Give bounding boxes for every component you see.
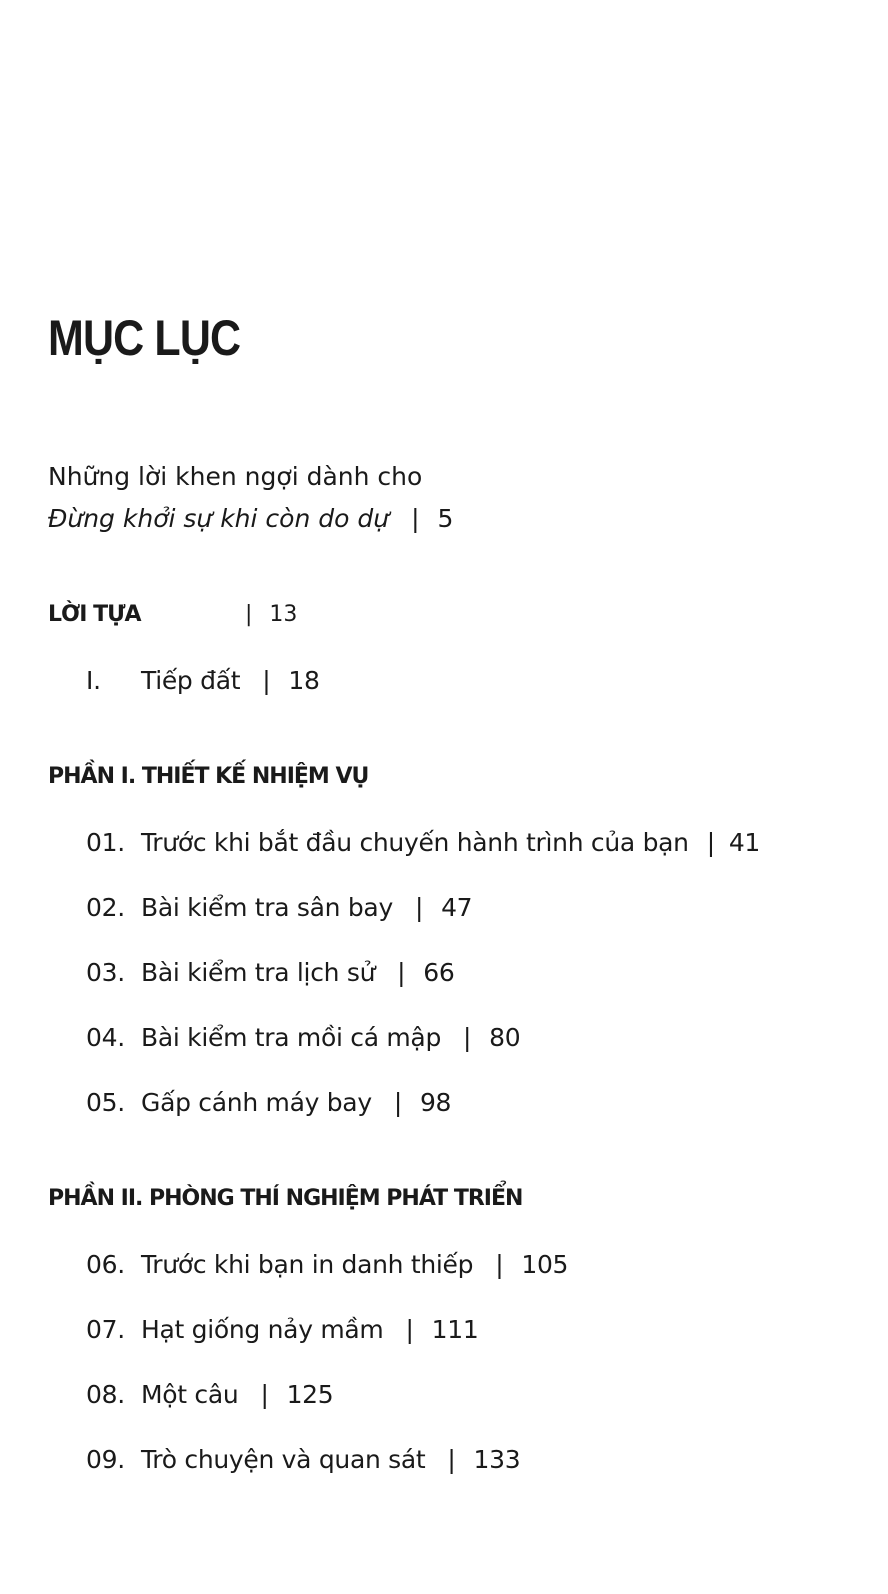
- separator: |: [405, 1315, 414, 1344]
- page-number: 5: [437, 504, 454, 533]
- toc-entry: [86, 1443, 520, 1477]
- part-heading: PHẦN I. THIẾT KẾ NHIỆM VỤ: [48, 764, 369, 789]
- separator: |: [260, 1380, 269, 1409]
- page-number: 80: [489, 1023, 521, 1052]
- page-number: 98: [419, 1088, 452, 1117]
- entry-title: Trước khi bạn in danh thiếp: [141, 1250, 474, 1279]
- preface-label: LỜI TỰA: [48, 602, 141, 627]
- entry-number: 03.: [86, 958, 125, 987]
- page-number: 133: [473, 1445, 521, 1474]
- intro-book-title: Đừng khởi sự khi còn do dự: [48, 504, 390, 533]
- toc-entry: [86, 1378, 333, 1412]
- entry-number: I.: [86, 666, 101, 695]
- page-number: 47: [441, 893, 473, 922]
- entry-number: 06.: [86, 1250, 125, 1279]
- toc-entry: [86, 664, 320, 698]
- entry-title: Trò chuyện và quan sát: [141, 1445, 426, 1474]
- separator: |: [463, 1023, 472, 1052]
- toc-entry: [86, 1313, 478, 1347]
- entry-title: Tiếp đất: [141, 666, 241, 695]
- separator: |: [706, 828, 715, 857]
- toc-entry: [86, 1021, 520, 1055]
- page-number: 13: [269, 602, 298, 627]
- part-heading: PHẦN II. PHÒNG THÍ NGHIỆM PHÁT TRIỂN: [48, 1186, 523, 1211]
- separator: |: [245, 602, 252, 627]
- separator: |: [447, 1445, 456, 1474]
- entry-title: Bài kiểm tra lịch sử: [141, 958, 376, 987]
- entry-title: Một câu: [141, 1380, 239, 1409]
- separator: |: [397, 958, 406, 987]
- entry-title: Bài kiểm tra mồi cá mập: [141, 1023, 442, 1052]
- entry-title: Trước khi bắt đầu chuyến hành trình của bạn: [141, 828, 689, 857]
- entry-number: 04.: [86, 1023, 125, 1052]
- separator: |: [414, 893, 424, 922]
- page-number: 66: [423, 958, 455, 987]
- separator: |: [411, 504, 420, 533]
- entry-number: 01.: [86, 828, 125, 857]
- toc-entry: [86, 956, 454, 990]
- page-title: MỤC LỤC: [48, 310, 241, 366]
- intro-line-2: [48, 502, 453, 536]
- separator: |: [495, 1250, 504, 1279]
- entry-number: 09.: [86, 1445, 125, 1474]
- entry-title: Bài kiểm tra sân bay: [141, 893, 393, 922]
- page-number: 125: [286, 1380, 334, 1409]
- page-number: 111: [431, 1315, 479, 1344]
- preface-heading: [48, 600, 297, 630]
- intro-line-1: Những lời khen ngợi dành cho: [48, 462, 423, 491]
- entry-title: Hạt giống nảy mầm: [141, 1315, 384, 1344]
- page-number: 41: [728, 828, 761, 857]
- toc-entry: [86, 1248, 568, 1282]
- entry-title: Gấp cánh máy bay: [141, 1088, 372, 1117]
- toc-entry: [86, 826, 760, 860]
- entry-number: 02.: [86, 893, 125, 922]
- toc-entry: [86, 891, 472, 925]
- page-number: 105: [521, 1250, 569, 1279]
- page-number: 18: [288, 666, 320, 695]
- toc-entry: [86, 1086, 451, 1120]
- entry-number: 07.: [86, 1315, 125, 1344]
- separator: |: [393, 1088, 402, 1117]
- entry-number: 08.: [86, 1380, 125, 1409]
- separator: |: [262, 666, 271, 695]
- entry-number: 05.: [86, 1088, 125, 1117]
